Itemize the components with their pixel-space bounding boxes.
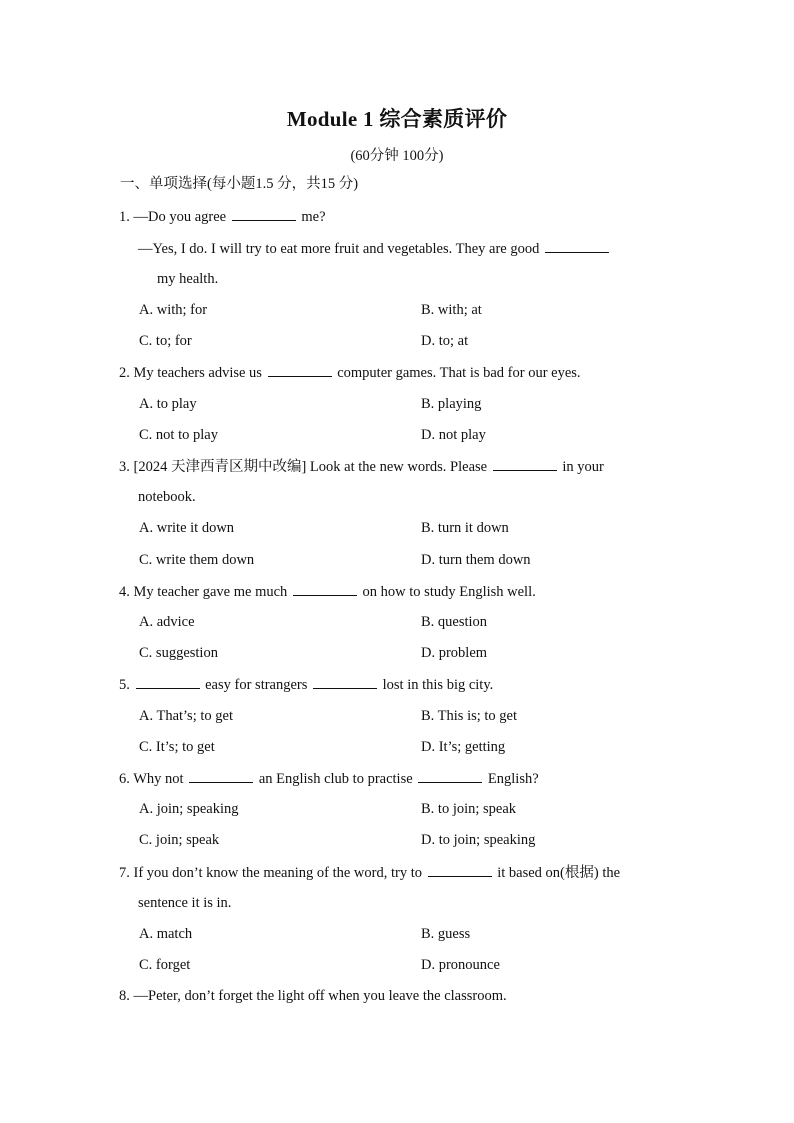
option-d: D. to; at bbox=[421, 333, 469, 349]
option-b: B. turn it down bbox=[421, 520, 509, 536]
answer-blank bbox=[232, 206, 296, 221]
question-1-reply: —Yes, I do. I will try to eat more fruit and vegetables. They are good bbox=[138, 238, 611, 259]
question-4: 4. My teacher gave me much on how to study English well. bbox=[119, 581, 536, 602]
answer-blank bbox=[189, 768, 253, 783]
question-8: 8. —Peter, don’t forget the light off when you leave the classroom. bbox=[119, 988, 507, 1004]
option-d: D. to join; speaking bbox=[421, 832, 536, 848]
option-c: C. forget bbox=[139, 957, 191, 973]
option-d: D. problem bbox=[421, 645, 488, 661]
option-a: A. That’s; to get bbox=[139, 708, 233, 724]
question-1: 1. —Do you agree me? bbox=[119, 206, 326, 227]
question-3-cont: notebook. bbox=[138, 489, 196, 505]
page-subtitle: (60分钟 100分) bbox=[350, 148, 444, 164]
answer-blank bbox=[268, 362, 332, 377]
option-d: D. It’s; getting bbox=[421, 739, 506, 755]
option-d: D. pronounce bbox=[421, 957, 500, 973]
option-d: D. turn them down bbox=[421, 552, 531, 568]
question-7: 7. If you don’t know the meaning of the word, try to it based on(根据) the bbox=[119, 862, 620, 883]
question-2: 2. My teachers advise us computer games. That is bad for our eyes. bbox=[119, 362, 581, 383]
question-7-cont: sentence it is in. bbox=[138, 895, 232, 911]
answer-blank bbox=[313, 674, 377, 689]
option-c: C. It’s; to get bbox=[139, 739, 215, 755]
answer-blank bbox=[545, 238, 609, 253]
answer-blank bbox=[293, 581, 357, 596]
page-title: Module 1 综合素质评价 bbox=[286, 107, 508, 131]
option-b: B. playing bbox=[421, 396, 482, 412]
option-c: C. write them down bbox=[139, 552, 255, 568]
option-c: C. to; for bbox=[139, 333, 192, 349]
answer-blank bbox=[418, 768, 482, 783]
option-a: A. advice bbox=[139, 614, 195, 630]
option-b: B. with; at bbox=[421, 302, 482, 318]
option-a: A. to play bbox=[139, 396, 197, 412]
option-a: A. join; speaking bbox=[139, 801, 239, 817]
option-b: B. This is; to get bbox=[421, 708, 518, 724]
section-heading: 一、单项选择(每小题1.5 分，共15 分) bbox=[120, 176, 359, 192]
option-a: A. write it down bbox=[139, 520, 235, 536]
option-b: B. guess bbox=[421, 926, 471, 942]
answer-blank bbox=[493, 456, 557, 471]
answer-blank bbox=[136, 674, 200, 689]
question-1-reply-cont: my health. bbox=[157, 271, 219, 287]
option-b: B. question bbox=[421, 614, 488, 630]
option-c: C. suggestion bbox=[139, 645, 218, 661]
answer-blank bbox=[428, 862, 492, 877]
option-a: A. match bbox=[139, 926, 193, 942]
option-d: D. not play bbox=[421, 427, 486, 443]
question-5: 5. easy for strangers lost in this big city. bbox=[119, 674, 493, 695]
option-c: C. join; speak bbox=[139, 832, 220, 848]
option-a: A. with; for bbox=[139, 302, 208, 318]
option-b: B. to join; speak bbox=[421, 801, 517, 817]
option-c: C. not to play bbox=[139, 427, 218, 443]
question-6: 6. Why not an English club to practise English? bbox=[119, 768, 539, 789]
question-3: 3. [2024 天津西青区期中改编] Look at the new words. Please in your bbox=[119, 456, 604, 477]
